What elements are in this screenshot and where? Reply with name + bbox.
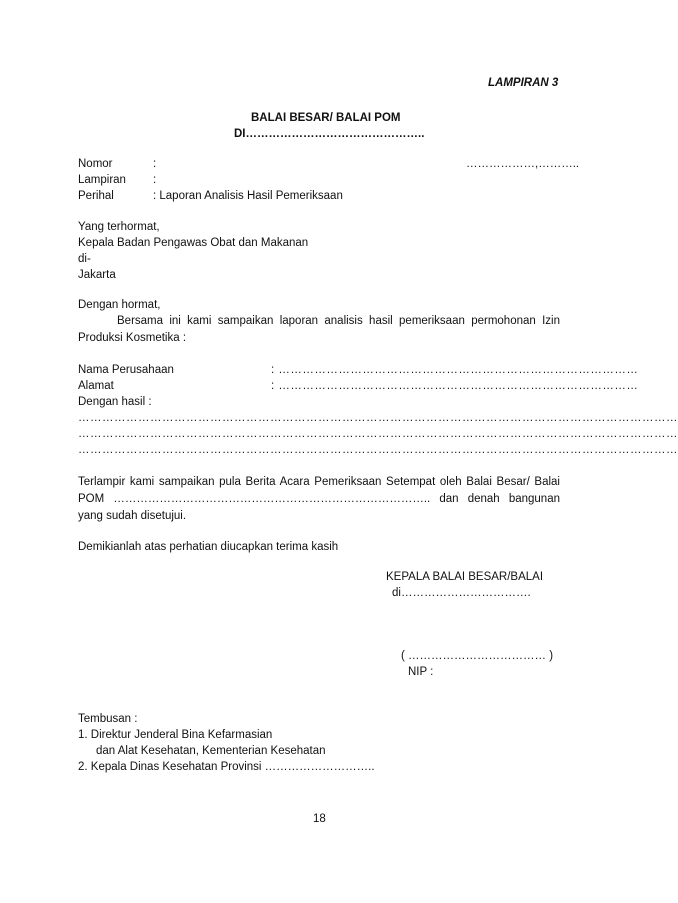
hasil-line-1: …………………………………………………………………………………………………………………………………… <box>78 412 678 424</box>
recipient-salutation: Yang terhormat, <box>78 221 160 233</box>
cc-item-2: 2. Kepala Dinas Kesehatan Provinsi ……………………….. <box>78 761 375 773</box>
hasil-label: Dengan hasil : <box>78 396 152 408</box>
addressee-di: DI……………………………………….. <box>234 128 425 140</box>
page-number: 18 <box>313 813 326 825</box>
greeting: Dengan hormat, <box>78 299 161 311</box>
closing-sentence: Demikianlah atas perhatian diucapkan terima kasih <box>78 541 339 553</box>
signature-di: di……………………………. <box>392 587 531 599</box>
nama-perusahaan-label: Nama Perusahaan <box>78 364 174 376</box>
paragraph-intro: Bersama ini kami sampaikan laporan analisis hasil pemeriksaan permohonan Izin Produksi Kosmetika : <box>78 315 560 344</box>
recipient-di: di- <box>78 253 91 265</box>
hasil-line-2: …………………………………………………………………………………………………………………………………… <box>78 428 678 440</box>
lampiran-label: LAMPIRAN 3 <box>488 77 559 89</box>
date-placeholder: ………………,……….. <box>466 158 580 170</box>
perihal-value: : Laporan Analisis Hasil Pemeriksaan <box>153 190 343 202</box>
signature-nip: NIP : <box>408 666 434 678</box>
signature-name: ( ……………………………… ) <box>401 650 554 662</box>
lampiran-row-colon: : <box>153 174 157 186</box>
alamat-label: Alamat <box>78 380 114 392</box>
alamat-value: : ……………………………………………………………………………… <box>271 380 639 392</box>
nama-perusahaan-value: : ……………………………………………………………………………… <box>271 364 639 376</box>
lampiran-row-label: Lampiran <box>78 174 126 186</box>
cc-item-1-continued: dan Alat Kesehatan, Kementerian Kesehatan <box>96 745 326 757</box>
hasil-line-3: …………………………………………………………………………………………………………………………………… <box>78 444 678 456</box>
perihal-label: Perihal <box>78 190 114 202</box>
cc-label: Tembusan : <box>78 713 138 725</box>
cc-item-1: 1. Direktur Jenderal Bina Kefarmasian <box>78 729 273 741</box>
signature-title: KEPALA BALAI BESAR/BALAI <box>386 571 544 583</box>
nomor-label: Nomor <box>78 158 113 170</box>
nomor-colon: : <box>153 158 157 170</box>
addressee-title: BALAI BESAR/ BALAI POM <box>251 112 401 124</box>
recipient-city: Jakarta <box>78 269 116 281</box>
recipient-name: Kepala Badan Pengawas Obat dan Makanan <box>78 237 309 249</box>
paragraph-attachment: Terlampir kami sampaikan pula Berita Acara Pemeriksaan Setempat oleh Balai Besar/ Balai POM ……………………………………………………………………….. dan denah bangunan yang sudah disetujui. <box>78 476 560 522</box>
